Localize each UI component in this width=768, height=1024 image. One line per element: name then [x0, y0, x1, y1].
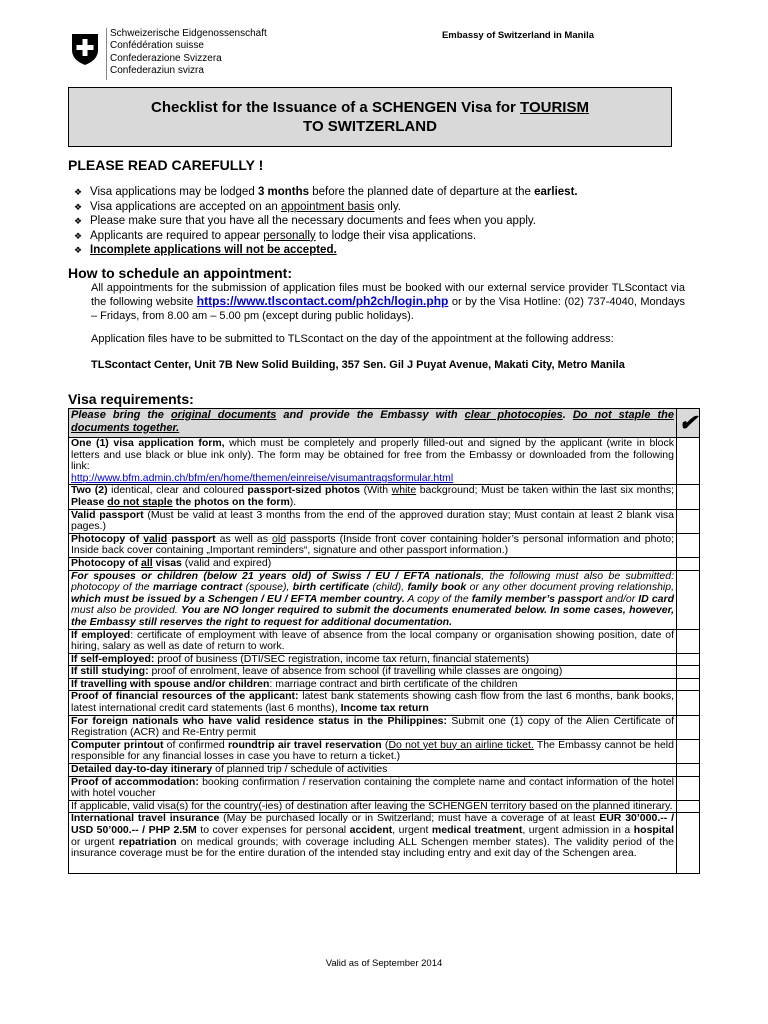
table-row: If travelling with spouse and/or children: marriage contract and birth certificate of the children: [69, 678, 700, 691]
gov-name-fr: Confédération suisse: [110, 40, 204, 52]
submission-paragraph: Application files have to be submitted to TLScontact on the day of the appointment at the following address:: [91, 333, 614, 345]
checkbox-cell[interactable]: [677, 739, 700, 763]
gov-name-de: Schweizerische Eidgenossenschaft: [110, 28, 267, 39]
checkmark-icon: ✔: [677, 409, 700, 438]
table-row: Computer printout of confirmed roundtrip air travel reservation (Do not yet buy an airline ticket. The Embassy cannot be held responsible for any financial losses in case you have to return a ticket.): [69, 739, 700, 763]
checkbox-cell[interactable]: [677, 715, 700, 739]
tlscontact-address: TLScontact Center, Unit 7B New Solid Building, 357 Sen. Gil J Puyat Avenue, Makati City, Metro Manila: [91, 359, 625, 371]
checkbox-cell[interactable]: [677, 629, 700, 653]
table-header-text: Please bring the original documents and provide the Embassy with clear photocopies. Do not staple the documents together.: [69, 409, 677, 438]
gov-name-it: Confederazione Svizzera: [110, 52, 222, 64]
diamond-bullet-icon: ❖: [74, 245, 83, 256]
table-row: One (1) visa application form, which must be completely and properly filled-out and signed by the applicant (write in block letters and use black or blue ink only). The form may be obtained for free from the Embassy or downloaded from the following link: http://www.bfm.admin.ch/bfm/en/home/themen/einreise/visumantragsformular.html: [69, 438, 700, 485]
requirements-heading: Visa requirements:: [68, 391, 194, 407]
table-row: International travel insurance (May be purchased locally or in Switzerland; must have a coverage of at least EUR 30’000.-- / USD 50’000.-- / PHP 2.5M to cover expenses for personal accident, urgent medical treatment, urgent admission in a hospital or urgent repatriation on medical grounds; with coverage including ALL Schengen member states). The validity period of the insurance coverage must be for the entire duration of the intended stay including entry and exit day of the Schengen area.: [69, 813, 700, 873]
list-item: ❖ Visa applications may be lodged 3 months before the planned date of departure at the earliest.: [74, 186, 578, 198]
appointment-heading: How to schedule an appointment:: [68, 265, 293, 281]
title-line2: TO SWITZERLAND: [303, 118, 437, 135]
checkbox-cell[interactable]: [677, 666, 700, 679]
tlscontact-link[interactable]: https://www.tlscontact.com/ph2ch/login.php: [196, 294, 449, 309]
checkbox-cell[interactable]: [677, 509, 700, 533]
checkbox-cell[interactable]: [677, 800, 700, 813]
list-item: ❖ Please make sure that you have all the necessary documents and fees when you apply.: [74, 215, 536, 228]
diamond-bullet-icon: ❖: [74, 187, 83, 197]
table-row: Photocopy of all visas (valid and expired): [69, 557, 700, 570]
checkbox-cell[interactable]: [677, 813, 700, 873]
table-row: Valid passport (Must be valid at least 3 months from the end of the approved duration stay; Must contain at least 2 blank visa pages.): [69, 509, 700, 533]
list-item: ❖ Applicants are required to appear personally to lodge their visa applications.: [74, 229, 477, 242]
diamond-bullet-icon: ❖: [74, 201, 83, 212]
gov-name-rm: Confederaziun svizra: [110, 64, 204, 76]
title-tourism: TOURISM: [520, 99, 589, 116]
table-row: Two (2) identical, clear and coloured passport-sized photos (With white background; Must be taken within the last six months; Please do not staple the photos on the form).: [69, 485, 700, 509]
swiss-crest-icon: [70, 32, 100, 66]
checkbox-cell[interactable]: [677, 776, 700, 800]
validity-footer: Valid as of September 2014: [325, 958, 443, 969]
embassy-name: Embassy of Switzerland in Manila: [441, 30, 594, 41]
document-title: [68, 87, 672, 147]
table-row: Proof of financial resources of the applicant: latest bank statements showing cash flow from the last 6 months, bank books, latest international credit card statements (last 6 months), Income tax return: [69, 691, 700, 715]
list-item: ❖ Incomplete applications will not be accepted.: [74, 244, 337, 257]
checkbox-cell[interactable]: [677, 485, 700, 509]
read-carefully-heading: PLEASE READ CAREFULLY !: [68, 157, 264, 173]
checkbox-cell[interactable]: [677, 570, 700, 629]
checkbox-cell[interactable]: [677, 764, 700, 777]
instructions-list: [74, 185, 578, 258]
checkbox-cell[interactable]: [677, 691, 700, 715]
government-names: [110, 28, 267, 77]
title-line1: Checklist for the Issuance of a SCHENGEN Visa for: [151, 99, 521, 116]
table-row: For foreign nationals who have valid residence status in the Philippines: Submit one (1) copy of the Alien Certificate of Registration (ACR) and Re-Entry permit: [69, 715, 700, 739]
diamond-bullet-icon: ❖: [74, 216, 83, 227]
application-form-link[interactable]: http://www.bfm.admin.ch/bfm/en/home/themen/einreise/visumantragsformular.html: [71, 471, 454, 484]
checkbox-cell[interactable]: [677, 653, 700, 666]
appointment-paragraph: All appointments for the submission of application files must be booked with our external service provider TLScontact via the following website https://www.tlscontact.com/ph2ch/login.php or by the Visa Hotline: (02) 737-4040, Mondays – Fridays, from 8.00 am – 5.00 pm (except during public holidays).: [91, 282, 686, 322]
table-header-row: [69, 409, 700, 438]
letterhead: [70, 28, 710, 80]
checkbox-cell[interactable]: [677, 438, 700, 485]
table-row: If still studying: proof of enrolment, leave of absence from school (if travelling while classes are ongoing): [69, 666, 700, 679]
table-row: If applicable, valid visa(s) for the country(-ies) of destination after leaving the SCHENGEN territory based on the planned itinerary.: [69, 800, 700, 813]
requirements-table: [68, 408, 700, 874]
checkbox-cell[interactable]: [677, 533, 700, 557]
list-item: ❖ Visa applications are accepted on an appointment basis only.: [74, 200, 401, 213]
checkbox-cell[interactable]: [677, 678, 700, 691]
table-row: Detailed day-to-day itinerary of planned trip / schedule of activities: [69, 764, 700, 777]
checkbox-cell[interactable]: [677, 557, 700, 570]
table-row: If self-employed: proof of business (DTI/SEC registration, income tax return, financial statements): [69, 653, 700, 666]
table-row: Proof of accommodation: booking confirmation / reservation containing the complete name and contact information of the hotel with hotel voucher: [69, 776, 700, 800]
table-row: If employed: certificate of employment with leave of absence from the local company or organisation showing position, date of hiring, salary as well as date of return to work.: [69, 629, 700, 653]
table-row: Photocopy of valid passport as well as old passports (Inside front cover containing holder’s personal information and photo; Inside back cover containing „Important reminders“, signature and other passport information.): [69, 533, 700, 557]
table-row: For spouses or children (below 21 years old) of Swiss / EU / EFTA nationals, the following must also be submitted: photocopy of the marriage contract (spouse), birth certificate (child), family book or any other document proving relationship, which must be issued by a Schengen / EU / EFTA member country. A copy of the family member’s passport and/or ID card must also be provided. You are NO longer required to submit the documents enumerated below. In some cases, however, the Embassy still reserves the right to request for additional documentation.: [69, 570, 700, 629]
diamond-bullet-icon: ❖: [74, 230, 83, 241]
letterhead-divider: [106, 28, 107, 80]
